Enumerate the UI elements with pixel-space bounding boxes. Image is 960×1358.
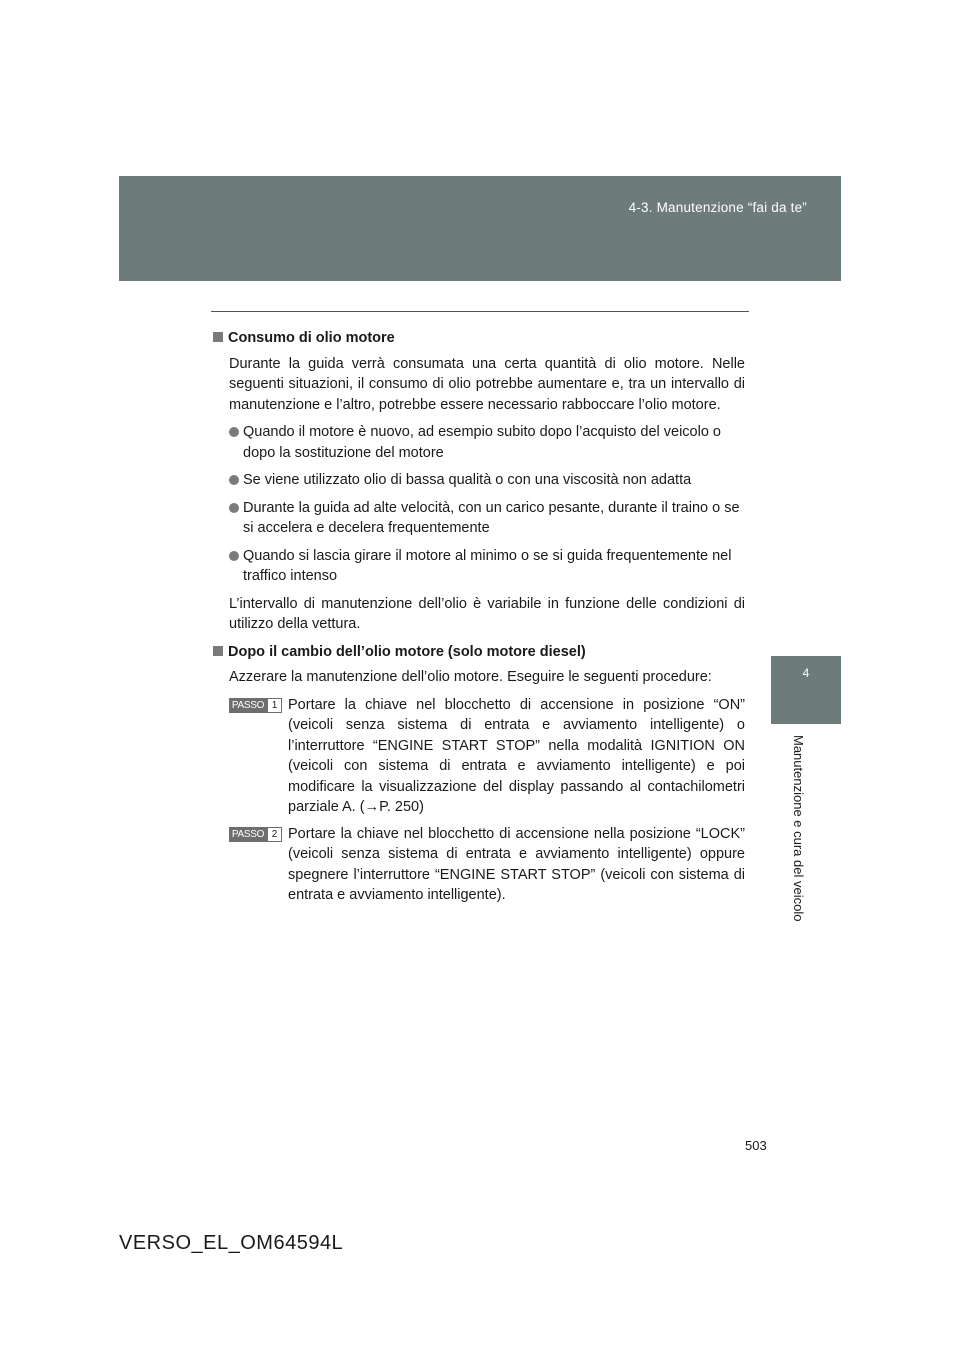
chapter-label-text: Manutenzione e cura del veicolo bbox=[791, 735, 806, 922]
header-band bbox=[119, 176, 841, 281]
paragraph: L’intervallo di manutenzione dell’olio è variabile in funzione delle condizioni di utilizzo della vettura. bbox=[229, 595, 745, 632]
step-badge-number: 2 bbox=[267, 827, 282, 842]
paragraph: Durante la guida verrà consumata una certa quantità di olio motore. Nelle seguenti situazioni, il consumo di olio potrebbe aumentare e, tra un intervallo di manutenzione e l’altro, potrebbe essere necessario rabboccare l’olio motore. bbox=[229, 355, 745, 413]
section-heading bbox=[213, 642, 745, 663]
list-item-text: Quando si lascia girare il motore al minimo o se si guida frequentemente nel traffico intenso bbox=[243, 547, 732, 584]
step-text: Portare la chiave nel blocchetto di accensione in posizione “ON” (veicoli senza sistema di entrata e avviamento intelligente) o l’interruttore “ENGINE START STOP” nella modalità IGNITION ON (veicoli con sistema di entrata e avviamento intelligente) e poi modificare la visualizzazione del display passando al contachilometri parziale A. (→P. 250) bbox=[288, 696, 745, 815]
list-item bbox=[229, 546, 745, 587]
step-badge-label: PASSO bbox=[229, 698, 267, 713]
list-item bbox=[229, 470, 745, 491]
square-bullet-icon bbox=[213, 646, 223, 656]
circle-bullet-icon bbox=[229, 427, 239, 437]
list-item-text: Durante la guida ad alte velocità, con un carico pesante, durante il traino o se si accelera e decelera frequentemente bbox=[243, 499, 740, 536]
section-title: 4-3. Manutenzione “fai da te” bbox=[628, 200, 807, 215]
step-item bbox=[229, 824, 745, 906]
section-heading bbox=[213, 328, 745, 349]
section-heading-text: Consumo di olio motore bbox=[228, 330, 395, 346]
step-text: Portare la chiave nel blocchetto di accensione nella posizione “LOCK” (veicoli senza sistema di entrata e avviamento intelligente) oppure spegnere l’interruttore “ENGINE START STOP” (veicoli con sistema di entrata e avviamento intelligente). bbox=[288, 825, 745, 903]
chapter-label bbox=[788, 735, 808, 945]
list-item bbox=[229, 498, 745, 539]
list-item bbox=[229, 422, 745, 463]
chapter-number: 4 bbox=[802, 666, 810, 680]
circle-bullet-icon bbox=[229, 503, 239, 513]
list-item-text: Se viene utilizzato olio di bassa qualità o con una viscosità non adatta bbox=[243, 472, 692, 488]
step-badge bbox=[229, 698, 282, 713]
paragraph: Azzerare la manutenzione dell’olio motore. Eseguire le seguenti procedure: bbox=[229, 669, 712, 685]
list-item-text: Quando il motore è nuovo, ad esempio subito dopo l’acquisto del veicolo o dopo la sostituzione del motore bbox=[243, 424, 721, 461]
top-rule bbox=[211, 311, 749, 312]
chapter-tab bbox=[771, 656, 841, 724]
section-heading-text: Dopo il cambio dell’olio motore (solo motore diesel) bbox=[228, 643, 586, 660]
document-code: VERSO_EL_OM64594L bbox=[119, 1232, 344, 1254]
step-item bbox=[229, 695, 745, 818]
circle-bullet-icon bbox=[229, 551, 239, 561]
page-number: 503 bbox=[745, 1138, 767, 1153]
step-badge bbox=[229, 827, 282, 842]
page-content bbox=[213, 328, 745, 912]
square-bullet-icon bbox=[213, 332, 223, 342]
step-badge-label: PASSO bbox=[229, 827, 267, 842]
step-badge-number: 1 bbox=[267, 698, 282, 713]
circle-bullet-icon bbox=[229, 475, 239, 485]
